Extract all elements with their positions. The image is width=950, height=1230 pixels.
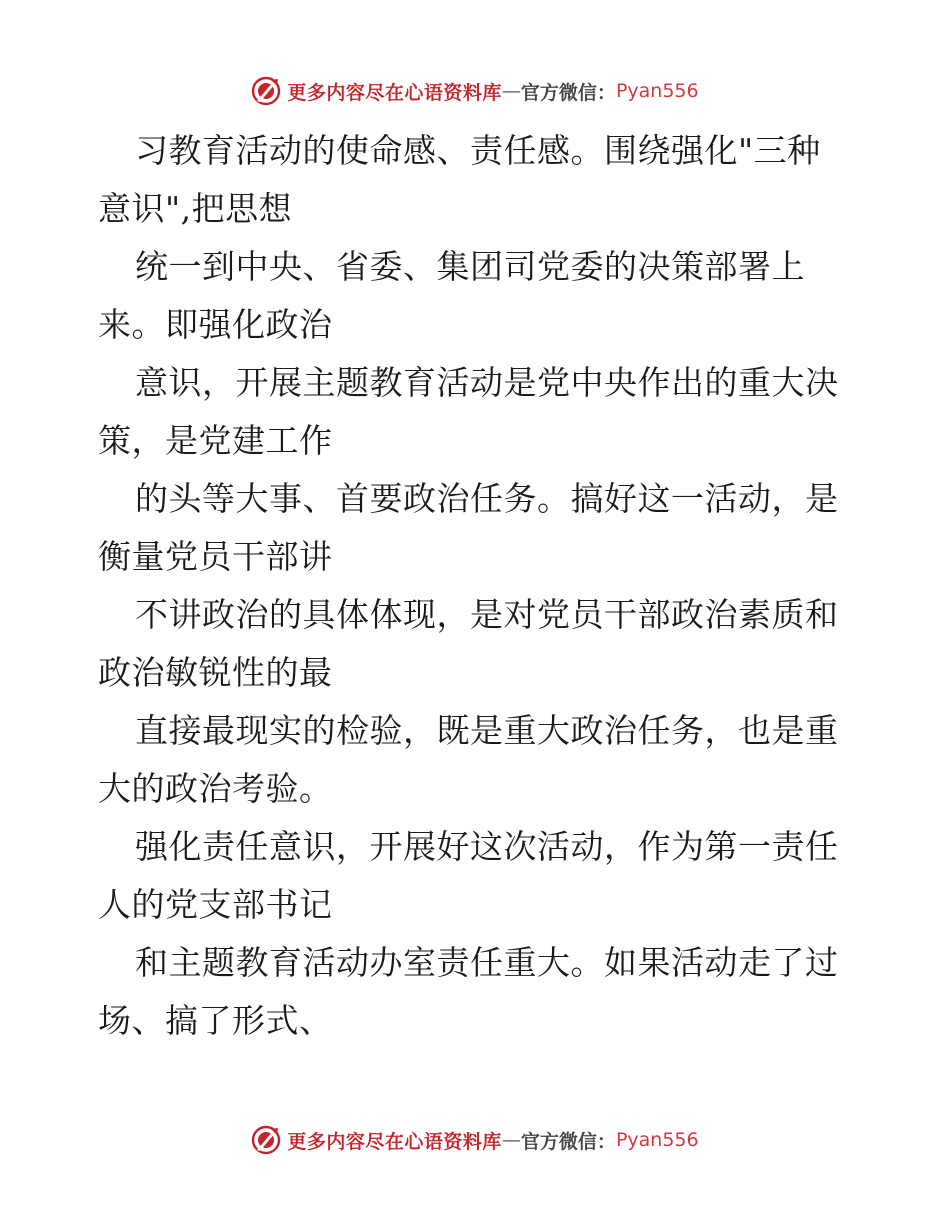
header-brand-text: 更多内容尽在心语资料库 [287,81,502,104]
body-line: 政治敏锐性的最 [98,653,333,692]
header-wechat-id: Pyan556 [615,80,699,102]
body-line: 和主题教育活动办室责任重大。如果活动走了过 [135,943,839,982]
body-line: 人的党支部书记 [98,885,333,924]
footer-wechat-id: Pyan556 [615,1129,699,1151]
body-line: 意识",把思想 [98,189,293,228]
footer-banner [0,1120,950,1160]
quill-logo-icon [251,1125,281,1155]
header-wechat-label: 官方微信： [520,81,616,104]
body-line: 习教育活动的使命感、责任感。围绕强化"三种 [135,131,821,170]
body-line: 来。即强化政治 [98,305,333,344]
body-line: 直接最现实的检验，既是重大政治任务，也是重 [135,711,839,750]
quill-logo-icon [251,76,281,106]
body-line: 策，是党建工作 [98,421,333,460]
footer-brand-text: 更多内容尽在心语资料库 [287,1130,502,1153]
body-line: 强化责任意识，开展好这次活动，作为第一责任 [135,827,839,866]
body-line: 大的政治考验。 [98,769,333,808]
header-dash: — [501,80,521,102]
body-line: 场、搞了形式、 [98,1001,333,1040]
document-body [98,122,858,1050]
body-line: 意识，开展主题教育活动是党中央作出的重大决 [135,363,839,402]
body-line: 的头等大事、首要政治任务。搞好这一活动，是 [135,479,839,518]
header-banner [0,71,950,111]
body-line: 统一到中央、省委、集团司党委的决策部署上 [135,247,805,286]
body-line: 衡量党员干部讲 [98,537,333,576]
footer-wechat-label: 官方微信： [520,1130,616,1153]
body-line: 不讲政治的具体体现，是对党员干部政治素质和 [135,595,839,634]
footer-dash: — [501,1129,521,1151]
